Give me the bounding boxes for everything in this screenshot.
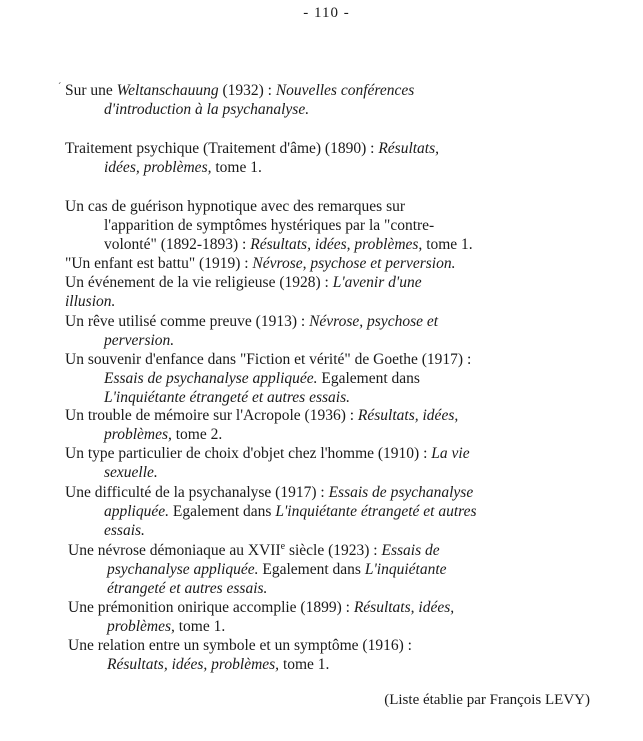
entry-text: Un type particulier de choix d'objet chez l'homme (1910) : xyxy=(65,445,432,462)
entry-text: Egalement dans xyxy=(317,370,420,387)
entry-source: problèmes, xyxy=(104,426,172,443)
entry-source: Essais de psychanalyse xyxy=(328,484,474,501)
entry-text: Traitement psychique (Traitement d'âme) (1890) : xyxy=(65,140,379,157)
list-item xyxy=(65,483,477,540)
entry-superscript: e xyxy=(280,540,286,552)
entry-source: psychanalyse appliquée. xyxy=(107,561,259,578)
entry-source: L'inquiétante xyxy=(364,561,447,578)
entry-text: Une névrose démoniaque au XVII xyxy=(68,542,281,559)
entry-title: Weltanschauung xyxy=(116,82,219,99)
entry-text: tome 1. xyxy=(422,236,473,253)
entry-source: essais. xyxy=(104,522,145,539)
entry-text: tome 1. xyxy=(211,159,262,176)
stray-mark: ˊ xyxy=(58,82,62,93)
entry-text: Un événement de la vie religieuse (1928) : xyxy=(65,274,333,291)
entry-source: Résultats, idées, xyxy=(353,599,455,616)
entry-text: tome 1. xyxy=(174,618,226,635)
list-item xyxy=(65,273,422,311)
entry-source: Résultats, idées, problèmes, xyxy=(250,236,423,253)
entry-text: Egalement dans xyxy=(169,503,276,520)
list-item xyxy=(65,81,414,119)
entry-source: sexuelle. xyxy=(104,464,158,481)
entry-text: Egalement dans xyxy=(258,561,365,578)
entry-text: Une difficulté de la psychanalyse (1917) : xyxy=(65,484,329,501)
list-credit: (Liste établie par François LEVY) xyxy=(384,692,590,708)
list-item xyxy=(65,312,438,350)
entry-source: étrangeté et autres essais. xyxy=(107,580,268,597)
entry-source: Névrose, psychose et xyxy=(309,313,439,330)
entry-text: tome 1. xyxy=(279,656,330,673)
list-item xyxy=(68,598,454,636)
entry-source: L'avenir d'une xyxy=(332,274,422,291)
entry-source: appliquée. xyxy=(104,503,169,520)
entry-source: idées, problèmes, xyxy=(104,159,212,176)
list-item xyxy=(65,197,473,254)
list-item xyxy=(68,636,412,674)
entry-text: Un cas de guérison hypnotique avec des remarques sur xyxy=(65,198,406,215)
entry-source: L'inquiétante étrangeté et autres essais. xyxy=(104,389,350,406)
entry-source: illusion. xyxy=(65,293,116,310)
entry-text: Une prémonition onirique accomplie (1899) : xyxy=(68,599,354,616)
page-number: - 110 - xyxy=(303,5,350,21)
list-item xyxy=(68,541,447,598)
entry-text: Un trouble de mémoire sur l'Acropole (1936) : xyxy=(65,407,358,424)
list-item xyxy=(65,406,458,444)
entry-text: Un rêve utilisé comme preuve (1913) : xyxy=(65,313,310,330)
list-item xyxy=(65,139,439,177)
list-item xyxy=(65,444,470,482)
entry-source: La vie xyxy=(431,445,470,462)
list-item xyxy=(65,350,471,407)
entry-text: Un souvenir d'enfance dans "Fiction et vérité" de Goethe (1917) : xyxy=(65,351,472,368)
entry-source: Nouvelles conférences xyxy=(275,82,415,99)
entry-text: Sur une xyxy=(65,82,117,99)
entry-source: Résultats, xyxy=(378,140,440,157)
entry-source: Essais de xyxy=(381,542,440,559)
entry-source: Névrose, psychose et perversion. xyxy=(252,255,456,272)
entry-text: (1932) : xyxy=(218,82,276,99)
entry-source: Essais de psychanalyse appliquée. xyxy=(104,370,318,387)
entry-source: problèmes, xyxy=(107,618,175,635)
entry-text: "Un enfant est battu" (1919) : xyxy=(65,255,253,272)
entry-source: Résultats, idées, problèmes, xyxy=(107,656,280,673)
entry-text: l'apparition de symptômes hystériques par la "contre- xyxy=(104,217,435,234)
entry-text: tome 2. xyxy=(171,426,223,443)
list-item xyxy=(65,254,455,273)
entry-text: Une relation entre un symbole et un symptôme (1916) : xyxy=(68,637,412,654)
entry-source: L'inquiétante étrangeté et autres xyxy=(275,503,477,520)
entry-source: Résultats, idées, xyxy=(357,407,459,424)
entry-text: volonté" (1892-1893) : xyxy=(104,236,251,253)
entry-text: siècle (1923) : xyxy=(285,542,382,559)
entry-source: d'introduction à la psychanalyse. xyxy=(104,101,310,118)
entry-source: perversion. xyxy=(104,332,175,349)
